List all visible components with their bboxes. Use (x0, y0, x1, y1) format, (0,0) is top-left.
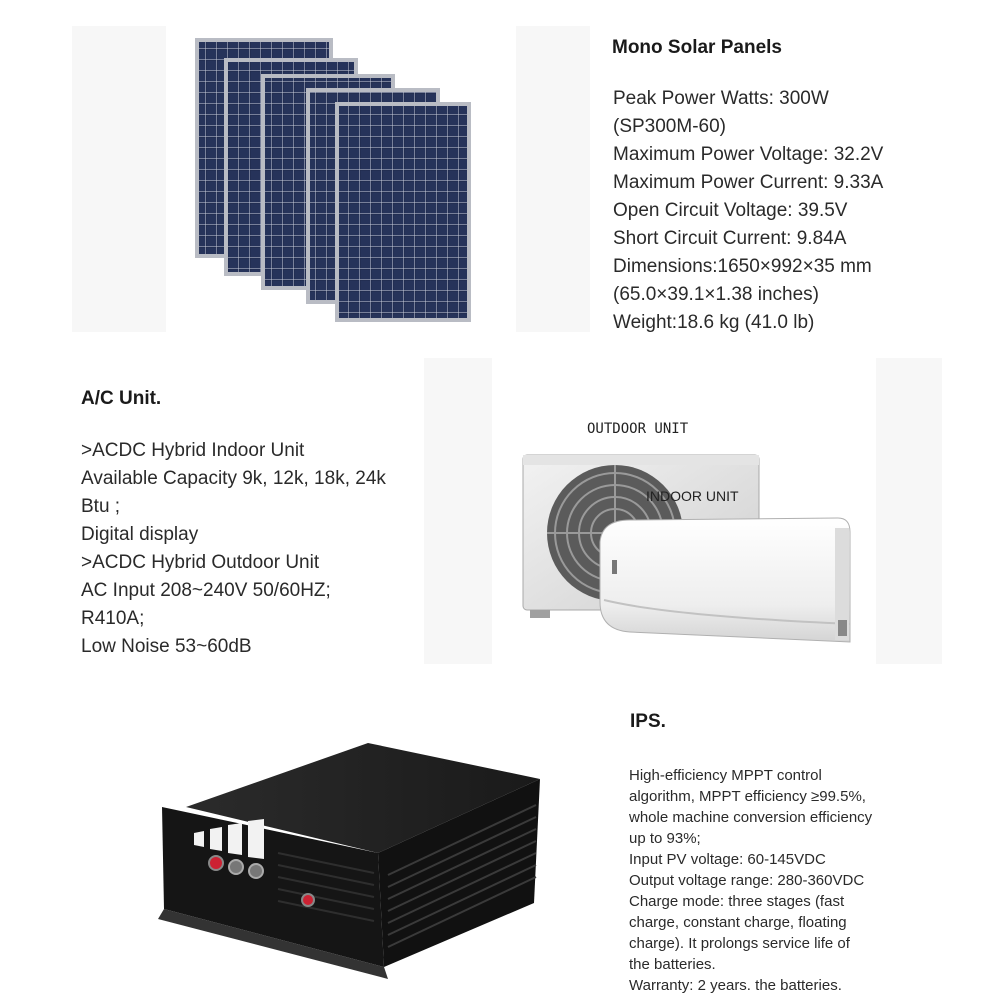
solar-spec-line: Short Circuit Current: 9.84A (613, 228, 847, 249)
ac-spec-line: >ACDC Hybrid Indoor Unit (81, 440, 305, 461)
ac-image-backdrop-right (876, 358, 942, 664)
solar-spec-line: Maximum Power Current: 9.33A (613, 172, 884, 193)
ac-image-backdrop-left (424, 358, 492, 664)
ips-spec-line: Charge mode: three stages (fast (629, 893, 845, 910)
solar-spec-line: Maximum Power Voltage: 32.2V (613, 144, 884, 165)
ac-unit-image (520, 420, 860, 650)
ac-spec-line: >ACDC Hybrid Outdoor Unit (81, 552, 320, 573)
ips-title: IPS. (630, 711, 666, 732)
ac-spec-line: AC Input 208~240V 50/60HZ; (81, 580, 331, 601)
solar-spec-line: Weight:18.6 kg (41.0 lb) (613, 312, 815, 333)
solar-panels-image (195, 38, 495, 328)
ips-spec-line: whole machine conversion efficiency (629, 809, 873, 826)
solar-spec-line: (SP300M-60) (613, 116, 726, 137)
ips-spec-line: Warranty: 2 years. the batteries. (629, 977, 842, 994)
ips-spec-line: up to 93%; (629, 830, 701, 847)
ips-spec-line: charge). It prolongs service life of (629, 935, 850, 952)
ips-spec-line: charge, constant charge, floating (629, 914, 847, 931)
ips-spec-line: the batteries. (629, 956, 716, 973)
ips-spec-line: Input PV voltage: 60-145VDC (629, 851, 826, 868)
ac-title: A/C Unit. (81, 388, 162, 409)
ac-spec-line: R410A; (81, 608, 145, 629)
ips-spec-line: High-efficiency MPPT control (629, 767, 822, 784)
solar-image-backdrop-right (516, 26, 590, 332)
ac-specs (81, 437, 386, 661)
outdoor-unit-label: OUTDOOR UNIT (587, 421, 689, 437)
solar-title: Mono Solar Panels (612, 37, 782, 58)
ips-device-image (158, 735, 548, 980)
ips-spec-line: Output voltage range: 280-360VDC (629, 872, 865, 889)
ac-spec-line: Low Noise 53~60dB (81, 636, 252, 657)
indoor-unit-label: INDOOR UNIT (646, 488, 739, 504)
solar-spec-line: (65.0×39.1×1.38 inches) (613, 284, 819, 305)
solar-panel-cells (339, 106, 467, 318)
solar-spec-line: Open Circuit Voltage: 39.5V (613, 200, 848, 221)
indoor-unit (600, 518, 850, 642)
ac-spec-line: Btu ; (81, 496, 121, 517)
ips-specs (629, 765, 872, 996)
ac-spec-line: Digital display (81, 524, 199, 545)
solar-spec-line: Peak Power Watts: 300W (613, 88, 829, 109)
ac-spec-line: Available Capacity 9k, 12k, 18k, 24k (81, 468, 386, 489)
solar-spec-line: Dimensions:1650×992×35 mm (613, 256, 872, 277)
ips-spec-line: algorithm, MPPT efficiency ≥99.5%, (629, 788, 866, 805)
solar-specs (613, 85, 883, 337)
solar-image-backdrop-left (72, 26, 166, 332)
